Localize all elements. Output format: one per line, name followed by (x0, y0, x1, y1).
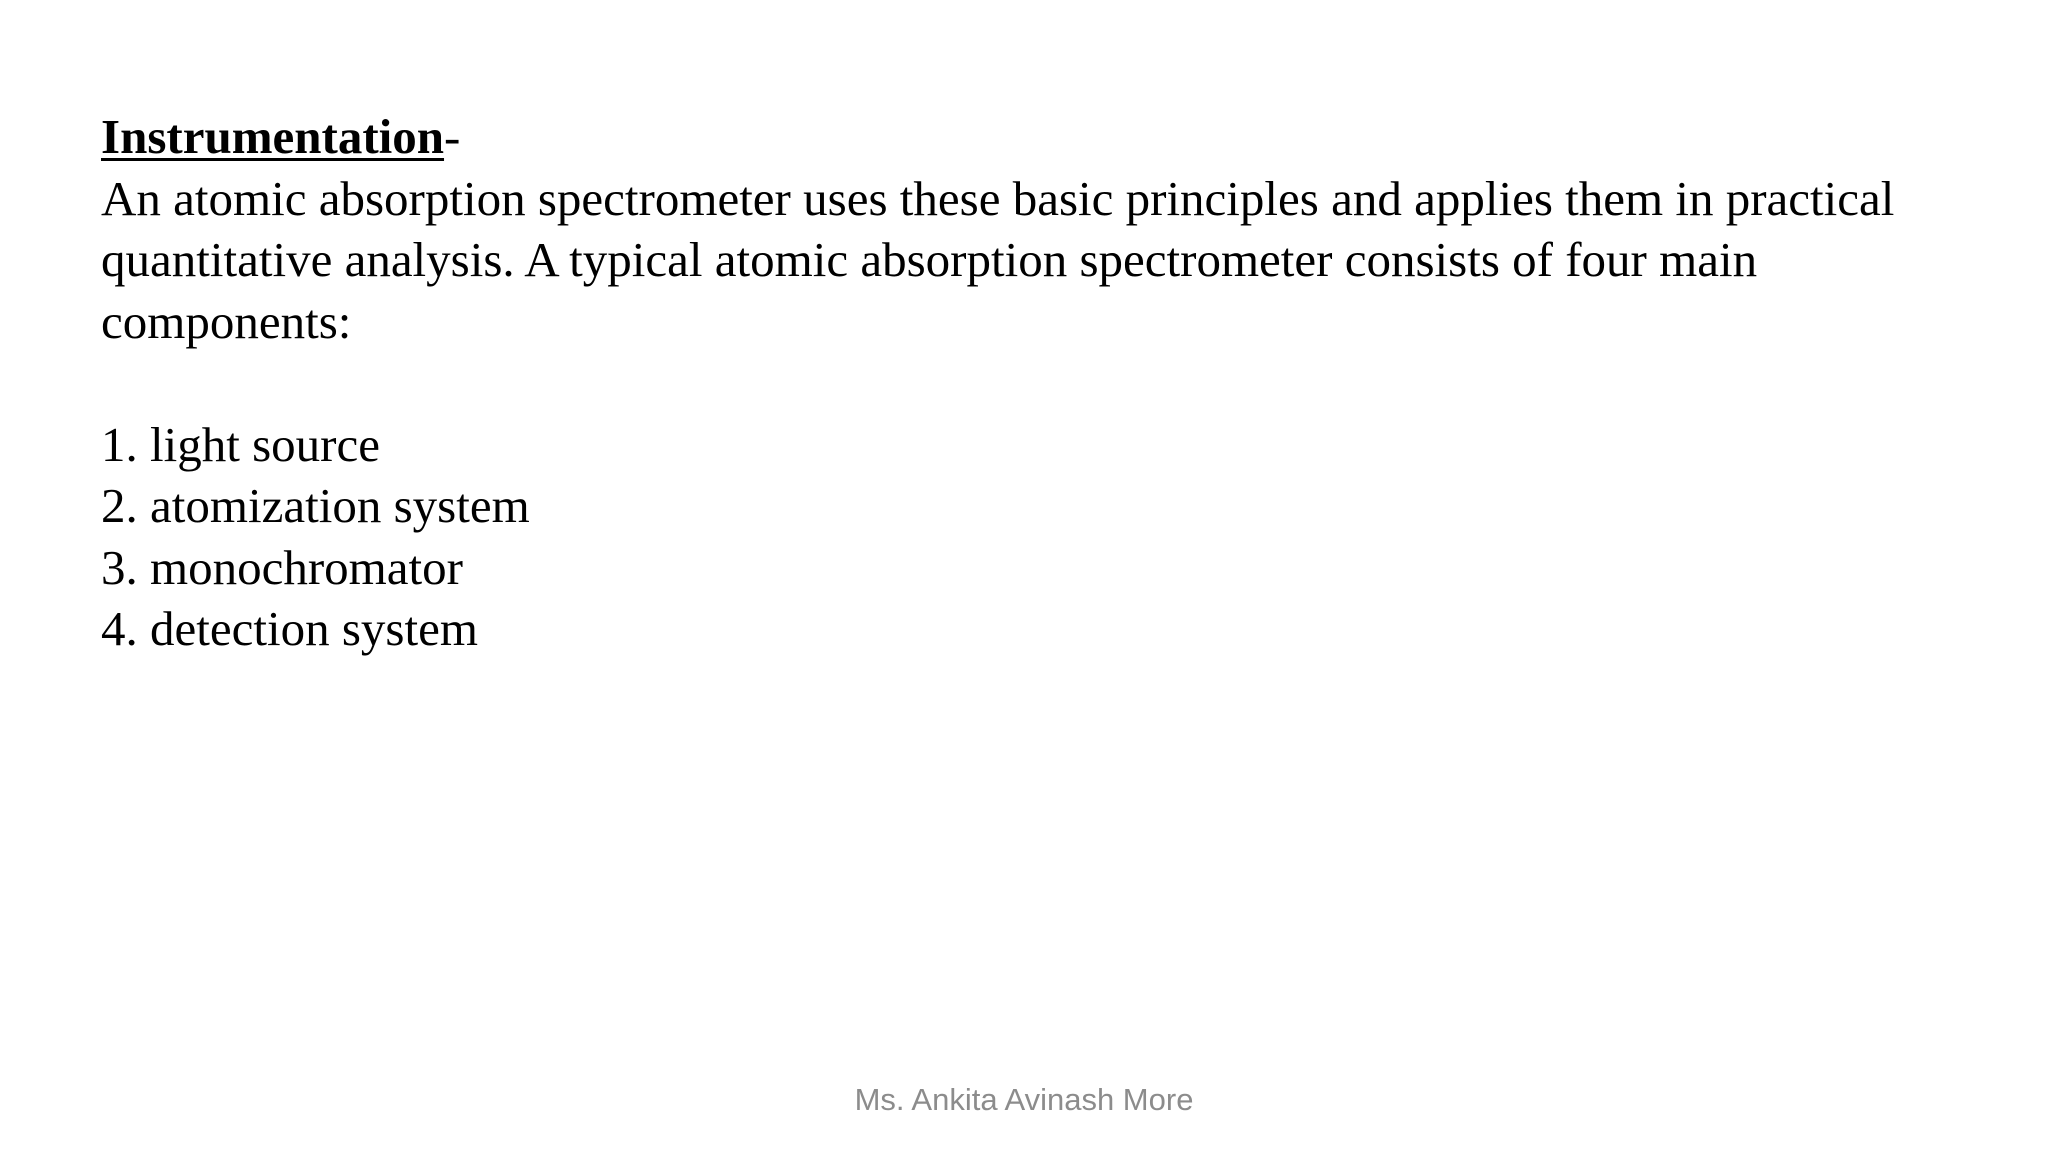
components-list (101, 414, 2001, 660)
heading-title: Instrumentation (101, 109, 445, 164)
slide-heading (101, 106, 2001, 168)
heading-suffix: - (444, 109, 461, 164)
list-item: 1. light source (101, 416, 380, 472)
list-item: 4. detection system (101, 601, 478, 656)
slide-content (101, 106, 2001, 660)
intro-paragraph (101, 168, 2001, 353)
paragraph-line: An atomic absorption spectrometer uses these basic principles and applies them in practical (101, 170, 1895, 226)
paragraph-line: quantitative analysis. A typical atomic absorption spectrometer consists of four main (101, 232, 1758, 287)
paragraph-spacer (101, 352, 2001, 414)
paragraph-line: components: (101, 293, 352, 349)
list-item: 2. atomization system (101, 478, 530, 533)
footer-author: Ms. Ankita Avinash More (854, 1082, 1194, 1117)
list-item: 3. monochromator (101, 539, 463, 595)
